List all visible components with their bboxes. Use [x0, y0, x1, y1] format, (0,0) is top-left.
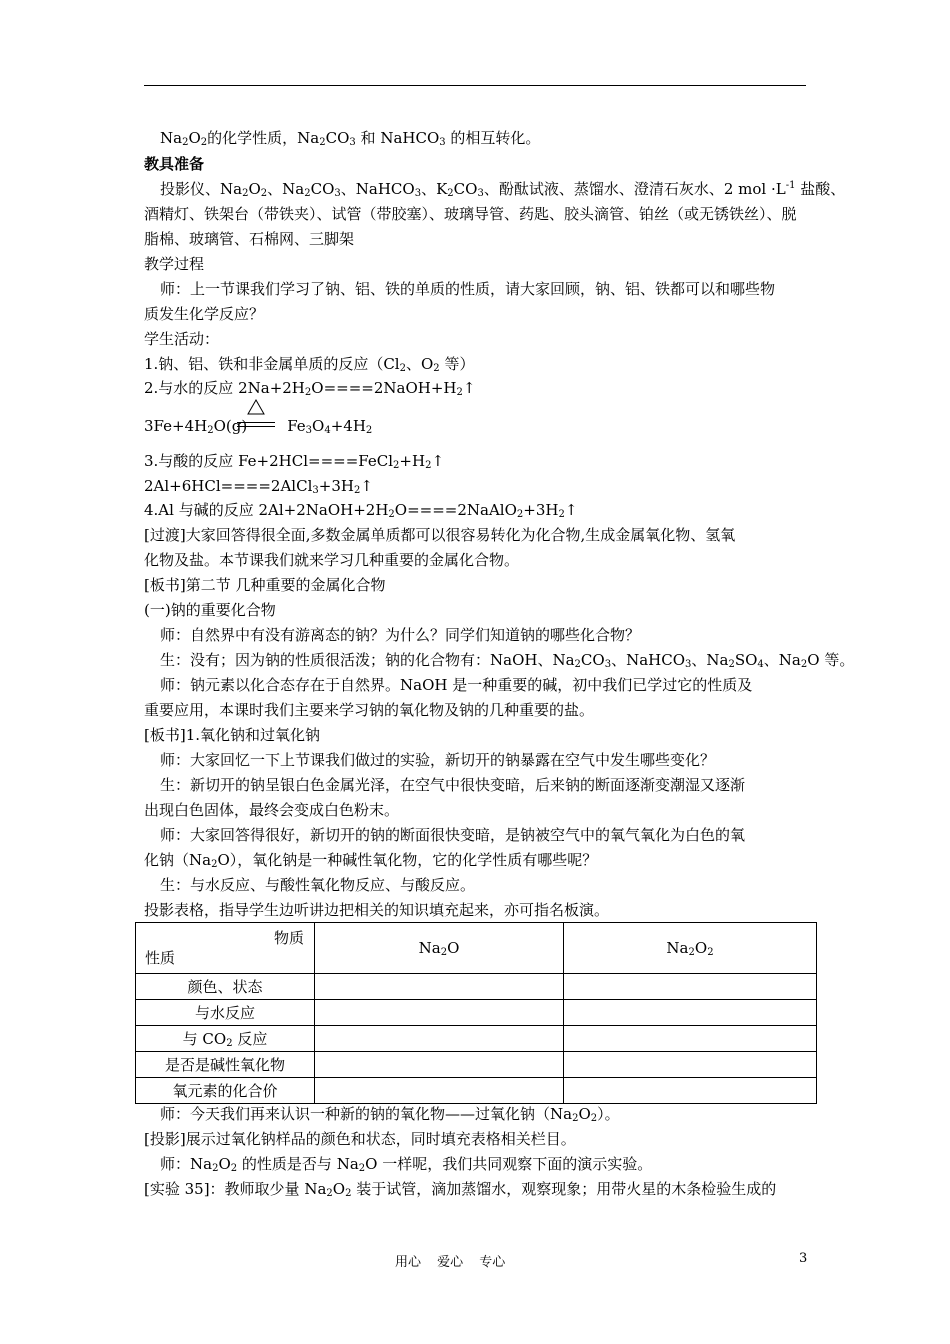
text-line: 酒精灯、铁架台（带铁夹）、试管（带胶塞）、玻璃导管、药匙、胶头滴管、铂丝（或无锈铁丝）、脱	[144, 205, 797, 223]
text-line: $3Fe+4H_2O(g)$ $Fe_3O_4+4H_2$	[144, 417, 373, 436]
table-row	[136, 1052, 817, 1078]
text-line: 师：自然界中有没有游离态的钠？为什么？同学们知道钠的哪些化合物？	[160, 626, 641, 644]
text-line: [投影]展示过氧化钠样品的颜色和状态，同时填充表格相关栏目。	[144, 1130, 576, 1148]
corner-label-property: 性质	[145, 949, 176, 967]
text-line: 师：大家回答得很好，新切开的钠的断面很快变暗，是钠被空气中的氧气氧化为白色的氧	[160, 826, 746, 844]
text-line: [过渡]大家回答得很全面,多数金属单质都可以很容易转化为化合物,生成金属氧化物、氢氧	[144, 526, 736, 544]
heading-tools: 教具准备	[144, 155, 205, 173]
text-line: $Na_2O_2$的化学性质，$Na_2CO_3$ 和 NaHCO$_3$ 的相互转化。	[160, 129, 541, 148]
header-rule	[144, 85, 806, 86]
text-line: 投影表格，指导学生边听讲边把相关的知识填充起来，亦可指名板演。	[144, 901, 610, 919]
text-line: 师：今天我们再来认识一种新的钠的氧化物——过氧化钠$(Na_2O_2)$。	[160, 1105, 620, 1124]
table-corner-cell	[136, 923, 315, 974]
heat-triangle-icon	[247, 399, 265, 415]
text-line: 3.与酸的反应 $Fe+2HCl====FeCl_2+H_2↑$	[144, 452, 445, 471]
text-line: $2Al+6HCl====2AlCl_3+3H_2↑$	[144, 477, 373, 496]
table-row	[136, 974, 817, 1000]
text-line: 脂棉、玻璃管、石棉网、三脚架	[144, 230, 355, 248]
table-row	[136, 1078, 817, 1104]
row-label: 与水反应	[136, 1000, 315, 1026]
corner-label-substance: 物质	[273, 929, 304, 947]
table-header-row	[136, 923, 817, 974]
text-line: 师：大家回忆一下上节课我们做过的实验，新切开的钠暴露在空气中发生哪些变化？	[160, 751, 716, 769]
text-line: 2.与水的反应 $2Na+2H_2O====2NaOH+H_2↑$	[144, 379, 476, 398]
text-line: 生：与水反应、与酸性氧化物反应、与酸反应。	[160, 876, 476, 894]
text-line: 化钠$(Na_2O)$，氧化钠是一种碱性氧化物，它的化学性质有哪些呢？	[144, 851, 598, 870]
table-row	[136, 1000, 817, 1026]
row-label: 与 $CO_2$ 反应	[136, 1026, 315, 1052]
row-label: 氧元素的化合价	[136, 1078, 315, 1104]
row-label: 是否是碱性氧化物	[136, 1052, 315, 1078]
footer-motto: 用心 爱心 专心	[395, 1255, 506, 1270]
text-line: 师：上一节课我们学习了钠、铝、铁的单质的性质，请大家回顾，钠、铝、铁都可以和哪些物	[160, 280, 776, 298]
text-line: 重要应用，本课时我们主要来学习钠的氧化物及钠的几种重要的盐。	[144, 701, 595, 719]
column-header-na2o2: $Na_2O_2$	[564, 923, 817, 974]
text-line: (一)钠的重要化合物	[144, 601, 276, 619]
text-line: [板书]1.氧化钠和过氧化钠	[144, 726, 321, 744]
column-header-na2o: $Na_2O$	[315, 923, 564, 974]
text-line: 投影仪、$Na_2O_2$、$Na_2CO_3$、NaHCO$_3$、$K_2CO_3$、酚酞试液、蒸馏水、澄清石灰水、2 mol $\cdot L^{-1}$ 盐酸、	[160, 180, 846, 199]
property-table	[135, 922, 817, 1104]
text-line: [板书]第二节 几种重要的金属化合物	[144, 576, 386, 594]
row-label: 颜色、状态	[136, 974, 315, 1000]
heading-process: 教学过程	[144, 255, 205, 273]
text-line: 生：没有；因为钠的性质很活泼；钠的化合物有：NaOH、$Na_2CO_3$、NaHCO$_3$、$Na_2SO_4$、$Na_2O$ 等。	[160, 651, 855, 670]
text-line: 生：新切开的钠呈银白色金属光泽，在空气中很快变暗，后来钠的断面逐渐变潮湿又逐渐	[160, 776, 746, 794]
page-number: 3	[799, 1251, 808, 1266]
text-line: [实验 35]：教师取少量 $Na_2O_2$ 装于试管，滴加蒸馏水，观察现象；用带火星的木条检验生成的	[144, 1180, 777, 1199]
text-line: 师：钠元素以化合态存在于自然界。NaOH 是一种重要的碱，初中我们已学过它的性质及	[160, 676, 753, 694]
text-line: 学生活动：	[144, 330, 220, 348]
table-row	[136, 1026, 817, 1052]
text-line: 师：$Na_2O_2$ 的性质是否与 $Na_2O$ 一样呢，我们共同观察下面的演示实验。	[160, 1155, 653, 1174]
text-line: 出现白色固体，最终会变成白色粉末。	[144, 801, 400, 819]
text-line: 化物及盐。本节课我们就来学习几种重要的金属化合物。	[144, 551, 520, 569]
text-line: 1.钠、铝、铁和非金属单质的反应（$Cl_2$、$O_2$ 等）	[144, 355, 475, 374]
text-line: 质发生化学反应？	[144, 305, 265, 323]
text-line: 4.Al 与碱的反应 $2Al+2NaOH+2H_2O====2NaAlO_2+3H_2↑$	[144, 501, 578, 520]
